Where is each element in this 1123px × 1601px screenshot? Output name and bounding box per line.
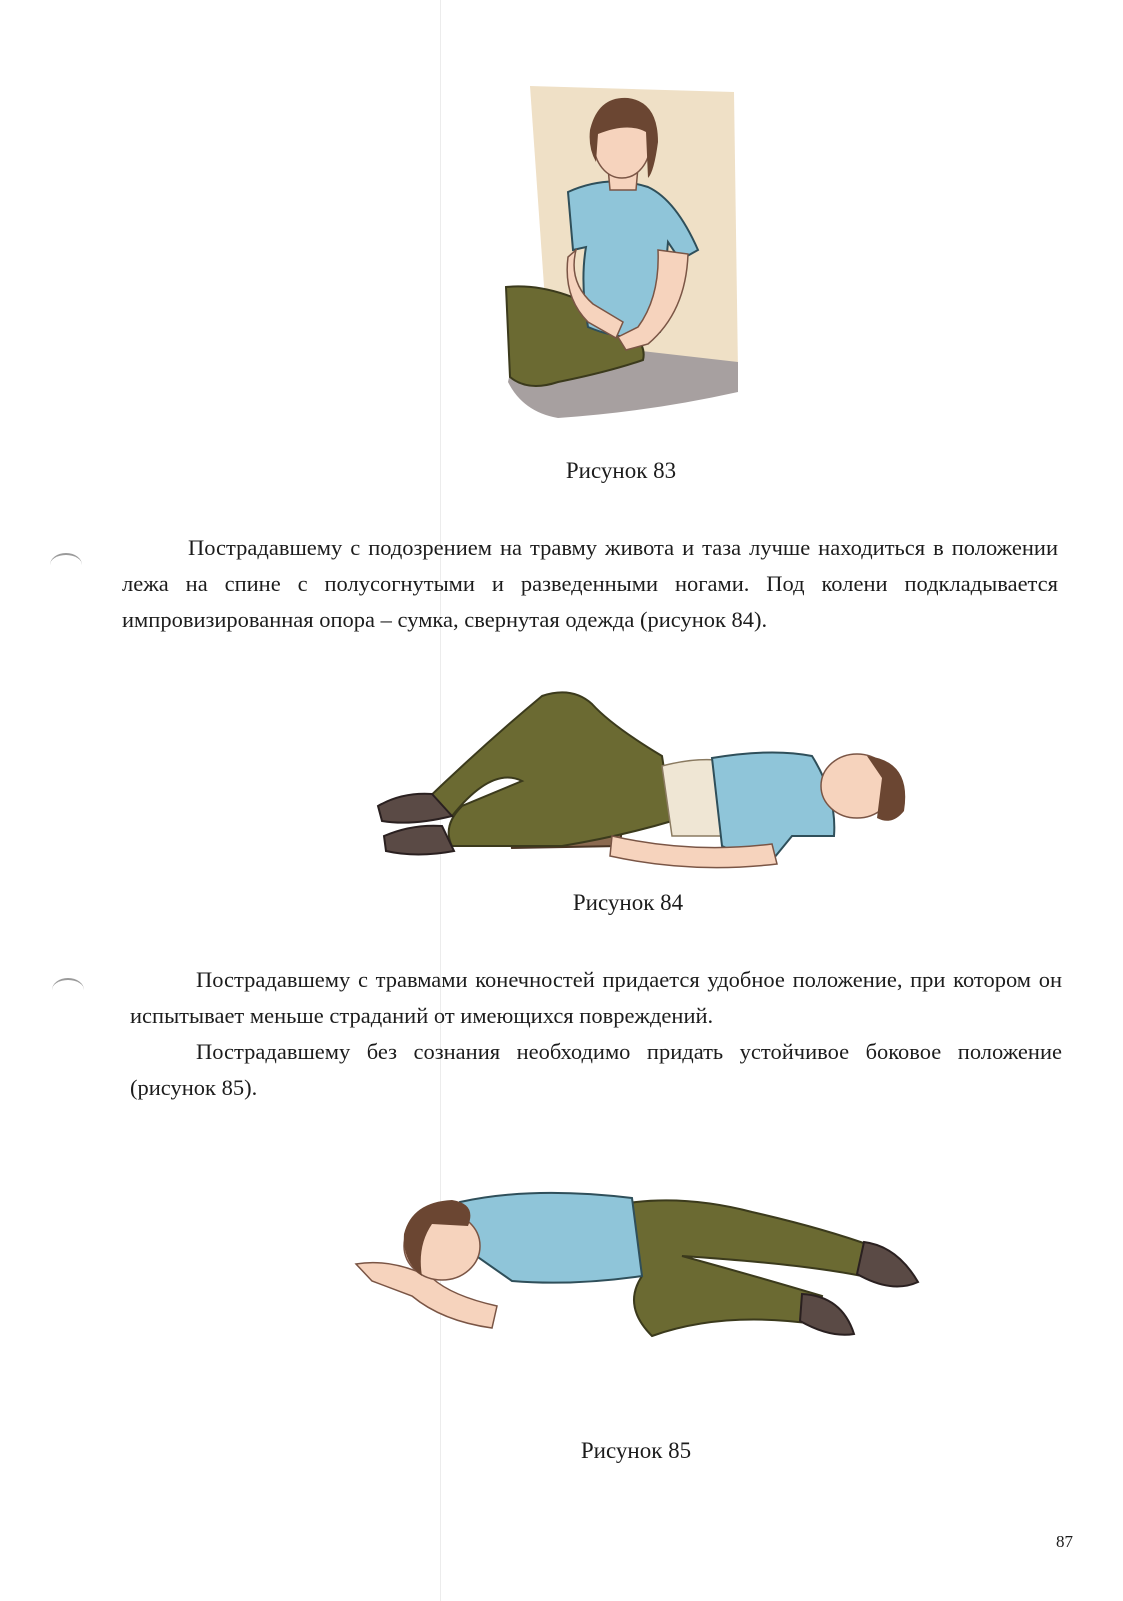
paragraph: Пострадавшему с подозрением на травму живота и таза лучше находиться в положении лежа на спине с полусогнутыми и разведенными ногами. Под колени подкладывается импровизированная опора – сумка, свернутая одежда (рисунок 84).: [122, 535, 1058, 632]
punch-hole-mark: [52, 978, 84, 1002]
figure-84-illustration: [372, 686, 912, 872]
figure-caption: Рисунок 83: [565, 458, 677, 483]
punch-hole-mark: [50, 553, 82, 577]
figure-caption: Рисунок 84: [572, 890, 684, 915]
figure-85-illustration: [352, 1186, 922, 1356]
paragraph: Пострадавшему с травмами конечностей придается удобное положение, при котором он испытывает меньше страданий от имеющихся повреждений.: [130, 967, 1062, 1028]
figure-caption: Рисунок 85: [580, 1438, 692, 1463]
paragraph: Пострадавшему без сознания необходимо придать устойчивое боковое положение (рисунок 85).: [130, 1039, 1062, 1100]
page-number: 87: [1056, 1532, 1073, 1551]
figure-83-illustration: [498, 82, 748, 422]
